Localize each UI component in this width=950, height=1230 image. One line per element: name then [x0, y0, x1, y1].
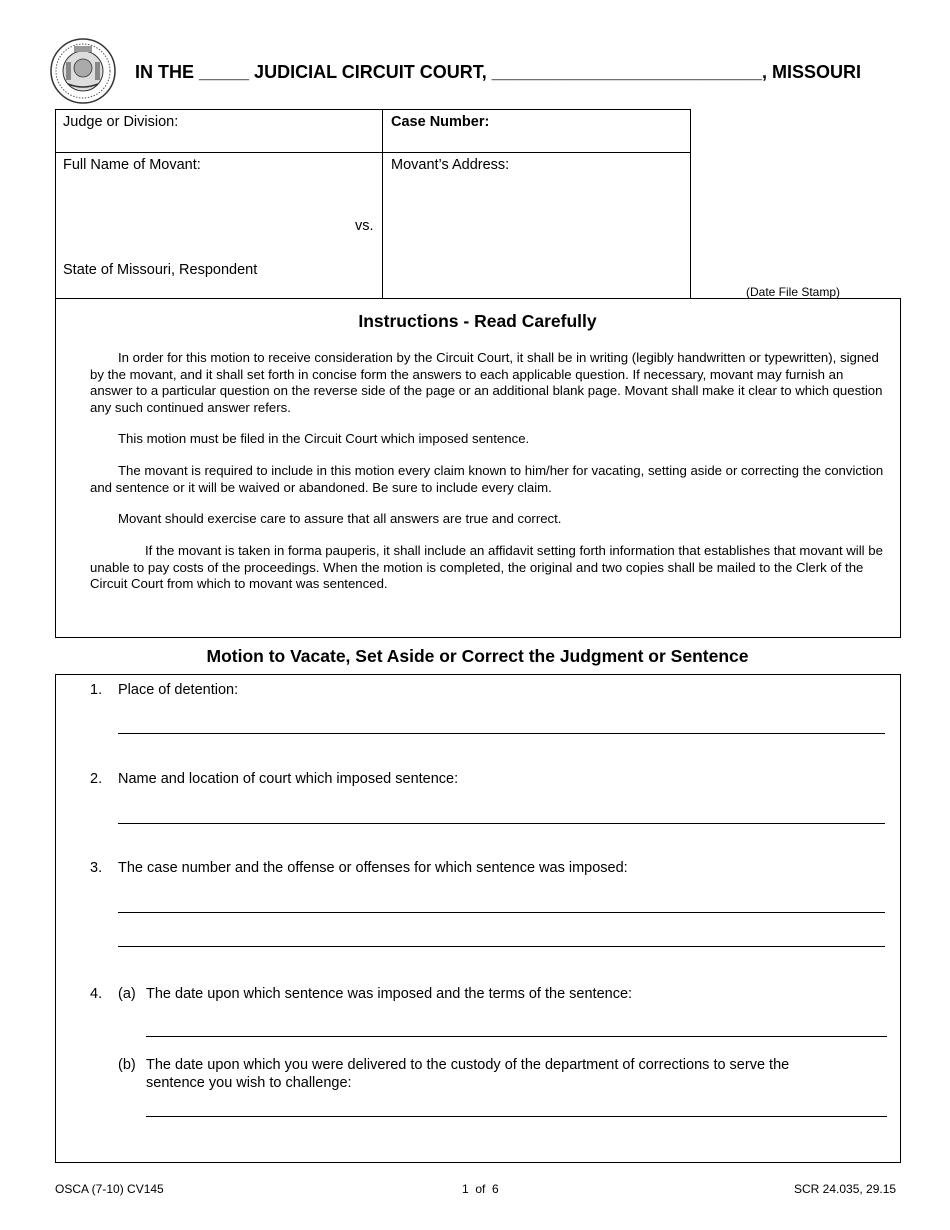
movant-address-label: Movant’s Address:: [391, 157, 510, 173]
motion-title: Motion to Vacate, Set Aside or Correct the Judgment or Sentence: [206, 646, 749, 666]
question-number: 1.: [90, 682, 103, 698]
sub-question-label: (a): [118, 986, 136, 1002]
instruction-paragraph: Movant should exercise care to assure that all answers are true and correct.: [118, 511, 562, 526]
question-text: The case number and the offense or offenses for which sentence was imposed:: [118, 860, 628, 876]
missouri-state-seal: [50, 38, 116, 104]
custody-date-answer-line[interactable]: [146, 1116, 887, 1117]
date-file-stamp-label: (Date File Stamp): [746, 285, 841, 299]
question-number: 4.: [90, 986, 103, 1002]
question-text: Place of detention:: [118, 682, 239, 698]
case-number-label: Case Number:: [391, 114, 490, 130]
question-text: Name and location of court which imposed sentence:: [118, 771, 459, 787]
instruction-paragraph: If the movant is taken in forma pauperis, it shall include an affidavit setting forth information that establishes that movant will be unable to pay costs of the proceedings. When the motion is completed, the original and two copies shall be mailed to the Clerk of the Circuit Court from which to movant was sentenced.: [90, 543, 883, 591]
court-name-location-answer-line[interactable]: [118, 823, 885, 824]
sub-question-text: The date upon which sentence was imposed and the terms of the sentence:: [146, 986, 633, 1002]
court-heading: IN THE _____ JUDICIAL CIRCUIT COURT, ___________________________, MISSOURI: [135, 62, 862, 82]
caption-row-divider: [55, 152, 691, 153]
case-offense-answer-line[interactable]: [118, 912, 885, 913]
vs-label: vs.: [355, 218, 374, 234]
question-number: 2.: [90, 771, 103, 787]
sub-question-text: The date upon which you were delivered to the custody of the department of corrections to serve the sentence you wish to challenge:: [146, 1057, 790, 1091]
respondent-label: State of Missouri, Respondent: [63, 262, 258, 278]
instruction-paragraph: The movant is required to include in this motion every claim known to him/her for vacating, setting aside or correcting the conviction and sentence or it will be waived or abandoned. Be sure to include every claim.: [90, 463, 884, 495]
question-number: 3.: [90, 860, 103, 876]
caption-divider: [382, 109, 383, 299]
sentence-date-terms-answer-line[interactable]: [146, 1036, 887, 1037]
form-id: OSCA (7-10) CV145: [55, 1182, 164, 1196]
case-offense-answer-line[interactable]: [118, 946, 885, 947]
rule-reference: SCR 24.035, 29.15: [794, 1182, 897, 1196]
movant-name-label: Full Name of Movant:: [63, 157, 201, 173]
instructions-title: Instructions - Read Carefully: [358, 311, 597, 331]
page-number: 1 of 6: [462, 1182, 499, 1196]
instruction-paragraph: In order for this motion to receive consideration by the Circuit Court, it shall be in writing (legibly handwritten or typewritten), signed by the movant, and it shall set forth in concise form the answers to each applicable question. If necessary, movant may furnish an answer to a particular question on the reverse side of the page or an additional blank page. Movant shall make it clear to which question any such continued answer refers.: [90, 350, 883, 415]
sub-question-label: (b): [118, 1057, 136, 1073]
instruction-paragraph: This motion must be filed in the Circuit Court which imposed sentence.: [118, 431, 530, 446]
place-of-detention-answer-line[interactable]: [118, 733, 885, 734]
judge-division-label: Judge or Division:: [63, 114, 179, 130]
